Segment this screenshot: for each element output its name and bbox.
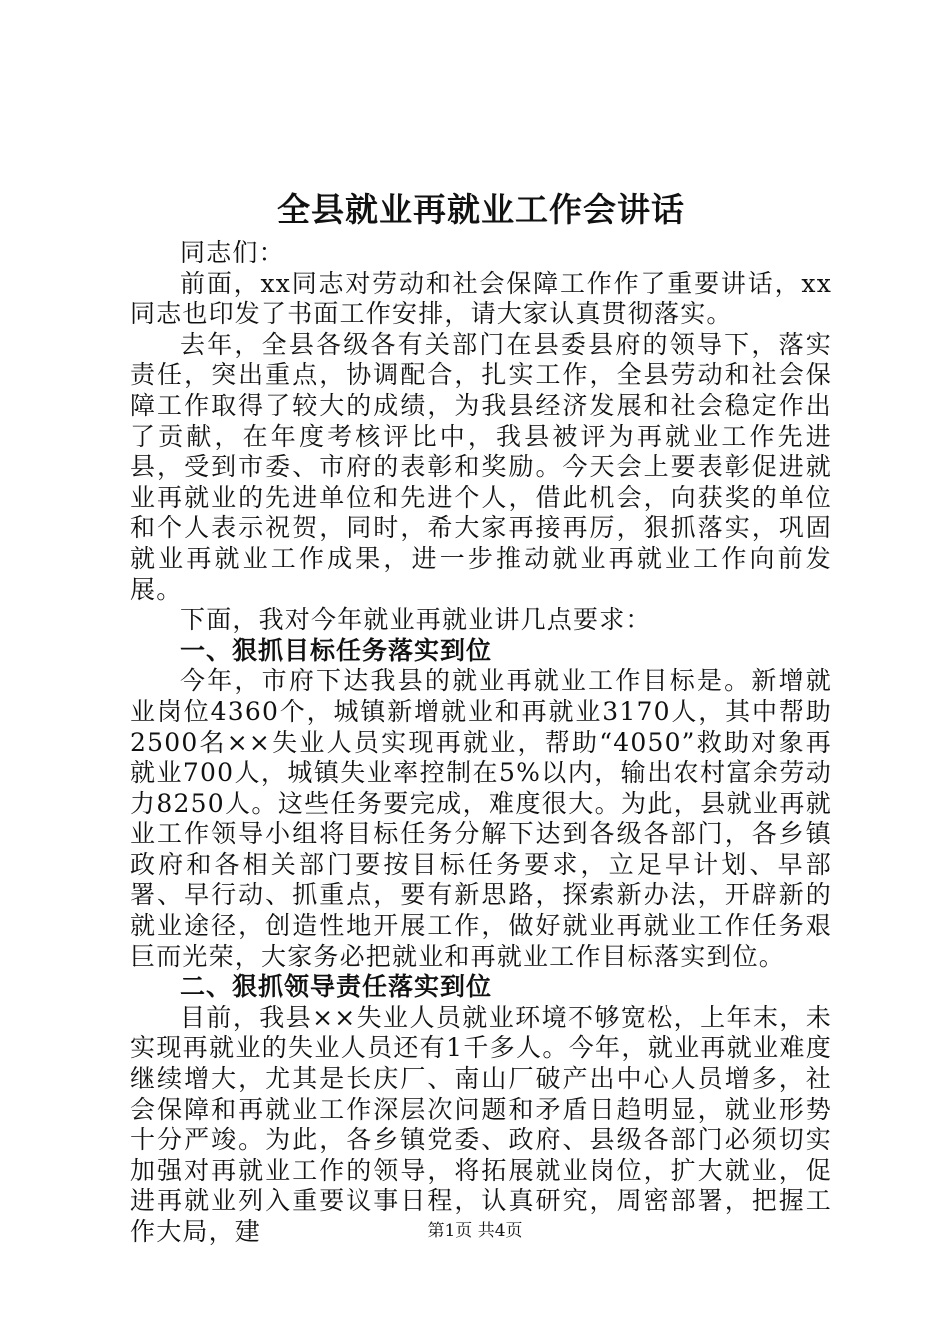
salutation: 同志们： xyxy=(180,238,285,267)
page-footer: 第1页 共4页 xyxy=(427,1221,523,1241)
section-2-paragraph: 目前，我县××失业人员就业环境不够宽松，上年末，未实现再就业的失业人员还有1千多人。今年，就业再就业难度继续增大，尤其是长庆厂、南山厂破产出中心人员增多，社会保障和再就业工作深层次问题和矛盾日趋明显，就业形势十分严竣。为此，各乡镇党委、政府、县级各部门必须切实加强对再就业工作的领导，将拓展就业岗位，扩大就业，促进再就业列入重要议事日程，认真研究，周密部署，把握工作大局，建 xyxy=(130,1002,832,1246)
section-heading-1: 一、狠抓目标任务落实到位 xyxy=(180,635,493,665)
paragraph-intro: 前面，xx同志对劳动和社会保障工作作了重要讲话，xx同志也印发了书面工作安排，请大家认真贯彻落实。 xyxy=(130,268,832,329)
section-heading-2: 二、狠抓领导责任落实到位 xyxy=(180,972,493,1002)
document-title: 全县就业再就业工作会讲话 xyxy=(277,190,685,229)
section-1-paragraph: 今年，市府下达我县的就业再就业工作目标是。新增就业岗位4360个，城镇新增就业和再就业3170人，其中帮助2500名××失业人员实现再就业，帮助“4050”救助对象再就业700人，城镇失业率控制在5%以内，输出农村富余劳动力8250人。这些任务要完成，难度很大。为此，县就业再就业工作领导小组将目标任务分解下达到各级各部门，各乡镇政府和各相关部门要按目标任务要求，立足早计划、早部署、早行动、抓重点，要有新思路，探索新办法，开辟新的就业途径，创造性地开展工作，做好就业再就业工作任务艰巨而光荣，大家务必把就业和再就业工作目标落实到位。 xyxy=(130,666,832,971)
paragraph-last-year: 去年，全县各级各有关部门在县委县府的领导下，落实责任，突出重点，协调配合，扎实工作，全县劳动和社会保障工作取得了较大的成绩，为我县经济发展和社会稳定作出了贡献，在年度考核评比中，我县被评为再就业工作先进县，受到市委、市府的表彰和奖励。今天会上要表彰促进就业再就业的先进单位和先进个人，借此机会，向获奖的单位和个人表示祝贺，同时，希大家再接再厉，狠抓落实，巩固就业再就业工作成果，进一步推动就业再就业工作向前发展。 xyxy=(130,329,832,604)
paragraph-requirements: 下面，我对今年就业再就业讲几点要求： xyxy=(180,605,652,635)
